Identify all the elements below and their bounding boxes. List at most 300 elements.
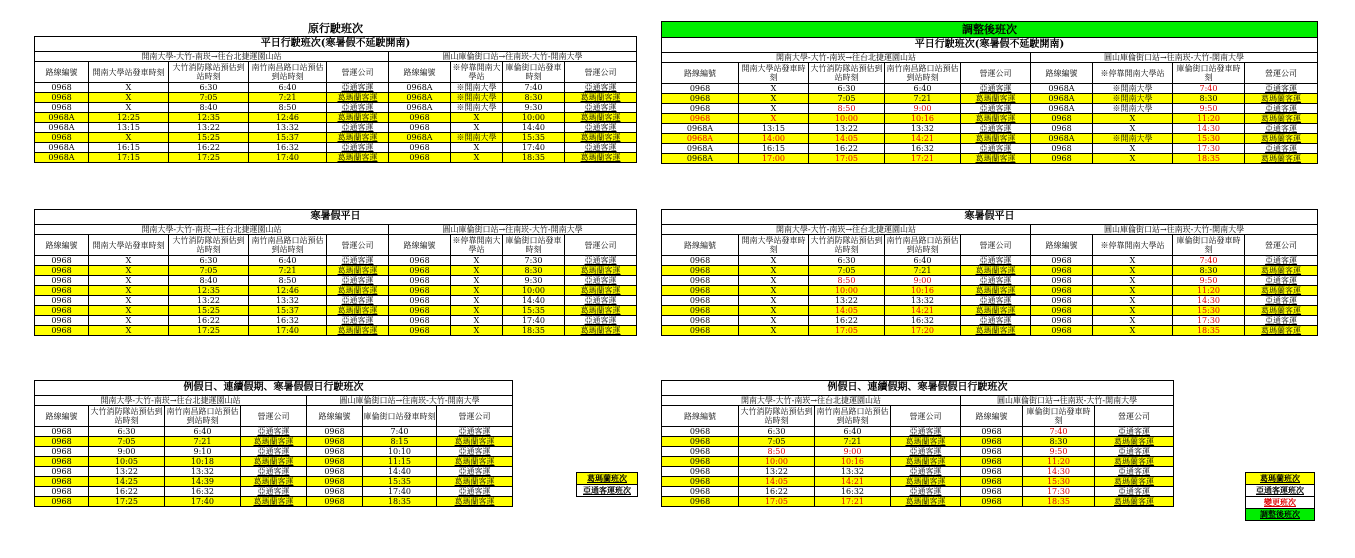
table-row — [662, 296, 1318, 306]
cell-r: 0968 — [662, 84, 739, 94]
cell-r: 0968 — [662, 326, 739, 336]
cell-f: X — [451, 113, 503, 123]
cell-e: 0968 — [389, 316, 451, 326]
cell-r: 0968 — [35, 103, 89, 113]
legend-kamalan: 葛瑪蘭班次 — [1246, 473, 1315, 485]
cell-h: 亞通客運 — [1095, 467, 1174, 477]
cell-d: 葛瑪蘭客運 — [241, 477, 307, 487]
cell-f: X — [1093, 124, 1173, 134]
cell-b: 6:30 — [809, 84, 885, 94]
table-row — [662, 256, 1318, 266]
table-row — [662, 114, 1318, 124]
cell-h: 亞通客運 — [1095, 487, 1174, 497]
table-row — [662, 326, 1318, 336]
cell-b: 7:05 — [89, 437, 165, 447]
table-row — [35, 316, 637, 326]
adjusted-title: 調整後班次 — [662, 22, 1318, 38]
hdr-kn-dep: 開南大學站發車時刻 — [739, 235, 809, 256]
table-row — [662, 437, 1174, 447]
cell-g: 9:50 — [1173, 276, 1245, 286]
hdr-fire: 大竹消防隊站預估到站時刻 — [810, 64, 883, 82]
cell-r: 0968A — [35, 113, 89, 123]
cell-b: 10:05 — [89, 457, 165, 467]
cell-g: 18:35 — [503, 326, 565, 336]
weekday-title: 平日行駛班次(寒暑假不延駛開南) — [662, 38, 1318, 53]
cell-e: 0968 — [1031, 326, 1093, 336]
table-row — [662, 306, 1318, 316]
cell-d: 葛瑪蘭客運 — [891, 457, 961, 467]
cell-c: 7:21 — [885, 266, 961, 276]
table-row — [662, 457, 1174, 467]
cell-g: 10:00 — [503, 286, 565, 296]
cell-c: 17:21 — [815, 497, 891, 507]
cell-d: 葛瑪蘭客運 — [961, 134, 1031, 144]
cell-c: 10:18 — [165, 457, 241, 467]
table-row — [35, 427, 513, 437]
cell-a: X — [739, 256, 809, 266]
hdr-stop: ※停靠開南大學站 — [452, 63, 501, 81]
cell-r: 0968 — [662, 477, 739, 487]
hdr-kl-dep: 庫倫街口站發車時刻 — [503, 62, 565, 83]
table-row — [35, 326, 637, 336]
cell-h: 葛瑪蘭客運 — [1245, 114, 1318, 124]
cell-d: 葛瑪蘭客運 — [961, 94, 1031, 104]
table-row — [662, 286, 1318, 296]
cell-d: 亞通客運 — [961, 276, 1031, 286]
cell-r: 0968 — [35, 487, 89, 497]
cell-e: 0968 — [307, 467, 363, 477]
cell-h: 亞通客運 — [1245, 256, 1318, 266]
cell-d: 亞通客運 — [891, 467, 961, 477]
cell-r: 0968A — [662, 124, 739, 134]
table-row — [35, 487, 513, 497]
cell-d: 葛瑪蘭客運 — [891, 477, 961, 487]
hdr-kn-dep: 開南大學站發車時刻 — [89, 235, 169, 256]
cell-f: X — [451, 326, 503, 336]
cell-r: 0968 — [35, 467, 89, 477]
cell-e: 0968 — [389, 326, 451, 336]
cell-g: 7:30 — [503, 256, 565, 266]
cell-h: 亞通客運 — [437, 467, 513, 477]
cell-g: 7:40 — [503, 83, 565, 93]
cell-a: X — [739, 286, 809, 296]
cell-h: 亞通客運 — [565, 103, 637, 113]
inbound-direction: 圓山庫倫街口站→往南崁-大竹-開南大學 — [1031, 53, 1318, 63]
hdr-company: 營運公司 — [565, 235, 637, 256]
cell-f: X — [451, 266, 503, 276]
table-row — [35, 296, 637, 306]
cell-b: 14:25 — [89, 477, 165, 487]
cell-g: 17:40 — [503, 143, 565, 153]
cell-r: 0968A — [35, 123, 89, 133]
cell-h: 葛瑪蘭客運 — [1245, 306, 1318, 316]
cell-c: 8:50 — [249, 276, 327, 286]
cell-g: 17:30 — [1173, 316, 1245, 326]
cell-r: 0968 — [35, 306, 89, 316]
cell-e: 0968 — [961, 477, 1023, 487]
table-row — [662, 104, 1318, 114]
cell-g: 18:35 — [1173, 326, 1245, 336]
legend-changed: 變更班次 — [1246, 497, 1315, 509]
cell-r: 0968A — [662, 134, 739, 144]
cell-a: X — [89, 276, 169, 286]
cell-b: 8:50 — [739, 447, 815, 457]
outbound-direction: 開南大學-大竹-南崁→往台北捷運園山站 — [35, 52, 389, 62]
original-title: 原行駛班次 — [35, 21, 637, 37]
cell-r: 0968A — [35, 153, 89, 163]
table-row — [35, 437, 513, 447]
cell-g: 10:00 — [503, 113, 565, 123]
hdr-route: 路線編號 — [662, 235, 739, 256]
hdr-stop: ※停靠開南大學站 — [1093, 63, 1173, 84]
cell-c: 16:32 — [885, 316, 961, 326]
cell-e: 0968 — [307, 437, 363, 447]
cell-f: X — [1093, 266, 1173, 276]
cell-g: 9:30 — [503, 276, 565, 286]
hdr-route: 路線編號 — [1031, 63, 1093, 84]
cell-g: 11:15 — [363, 457, 437, 467]
cell-r: 0968 — [35, 83, 89, 93]
cell-e: 0968 — [389, 296, 451, 306]
cell-h: 葛瑪蘭客運 — [1095, 477, 1174, 487]
cell-d: 亞通客運 — [891, 447, 961, 457]
hdr-company: 營運公司 — [961, 235, 1031, 256]
cell-a: X — [739, 326, 809, 336]
cell-f: X — [1093, 286, 1173, 296]
cell-g: 8:30 — [1173, 266, 1245, 276]
cell-d: 葛瑪蘭客運 — [241, 457, 307, 467]
cell-a: X — [89, 133, 169, 143]
cell-c: 6:40 — [885, 84, 961, 94]
cell-b: 14:05 — [739, 477, 815, 487]
table-row — [35, 133, 637, 143]
cell-b: 13:22 — [89, 467, 165, 477]
cell-d: 亞通客運 — [241, 427, 307, 437]
cell-h: 葛瑪蘭客運 — [1245, 266, 1318, 276]
cell-r: 0968 — [662, 447, 739, 457]
cell-b: 16:22 — [169, 143, 249, 153]
cell-g: 7:40 — [1023, 427, 1095, 437]
cell-g: 9:50 — [1023, 447, 1095, 457]
hdr-kl-dep: 庫倫街口站發車時刻 — [363, 406, 437, 427]
hdr-fire: 大竹消防隊站預估到站時刻 — [169, 62, 249, 83]
cell-b: 8:50 — [809, 276, 885, 286]
cell-b: 13:22 — [169, 123, 249, 133]
cell-a: 17:00 — [739, 154, 809, 164]
hdr-route: 路線編號 — [961, 406, 1023, 427]
cell-r: 0968 — [662, 296, 739, 306]
cell-g: 18:35 — [1023, 497, 1095, 507]
hdr-route: 路線編號 — [389, 62, 451, 83]
cell-c: 10:16 — [815, 457, 891, 467]
hdr-route: 路線編號 — [389, 235, 451, 256]
cell-h: 亞通客運 — [437, 427, 513, 437]
cell-a: 16:15 — [739, 144, 809, 154]
cell-c: 15:37 — [249, 133, 327, 143]
cell-f: X — [451, 153, 503, 163]
cell-d: 葛瑪蘭客運 — [961, 154, 1031, 164]
cell-h: 葛瑪蘭客運 — [565, 93, 637, 103]
hdr-company: 營運公司 — [1095, 406, 1174, 427]
cell-a: X — [739, 296, 809, 306]
hdr-nk: 南竹南昌路口站預估到站時刻 — [249, 235, 327, 256]
cell-g: 8:30 — [503, 93, 565, 103]
cell-d: 葛瑪蘭客運 — [241, 437, 307, 447]
cell-c: 13:32 — [249, 123, 327, 133]
cell-d: 葛瑪蘭客運 — [961, 266, 1031, 276]
cell-c: 13:32 — [165, 467, 241, 477]
cell-h: 亞通客運 — [1095, 447, 1174, 457]
cell-b: 6:30 — [739, 427, 815, 437]
table-row — [662, 276, 1318, 286]
cell-e: 0968A — [389, 103, 451, 113]
cell-b: 13:22 — [809, 296, 885, 306]
cell-f: ※開南大學 — [1093, 134, 1173, 144]
cell-r: 0968 — [662, 497, 739, 507]
cell-r: 0968 — [662, 457, 739, 467]
table-row — [35, 153, 637, 163]
cell-b: 16:22 — [89, 487, 165, 497]
cell-b: 17:05 — [809, 154, 885, 164]
cell-c: 14:39 — [165, 477, 241, 487]
cell-g: 11:20 — [1173, 286, 1245, 296]
cell-r: 0968 — [35, 256, 89, 266]
inbound-direction: 圓山庫倫街口站→往南崁-大竹-開南大學 — [389, 52, 637, 62]
cell-d: 葛瑪蘭客運 — [961, 306, 1031, 316]
cell-r: 0968 — [35, 286, 89, 296]
cell-r: 0968 — [35, 276, 89, 286]
cell-g: 7:40 — [1173, 84, 1245, 94]
hdr-fire: 大竹消防隊站預估到站時刻 — [90, 407, 163, 425]
cell-h: 葛瑪蘭客運 — [1245, 326, 1318, 336]
original-weekday-block — [34, 21, 637, 163]
cell-e: 0968A — [389, 83, 451, 93]
cell-d: 亞通客運 — [241, 487, 307, 497]
cell-e: 0968 — [389, 276, 451, 286]
cell-d: 亞通客運 — [327, 256, 389, 266]
table-row — [35, 477, 513, 487]
cell-e: 0968 — [1031, 276, 1093, 286]
cell-c: 7:21 — [249, 266, 327, 276]
cell-r: 0968 — [662, 114, 739, 124]
cell-c: 9:00 — [885, 276, 961, 286]
cell-a: X — [89, 266, 169, 276]
cell-e: 0968A — [389, 133, 451, 143]
cell-r: 0968 — [35, 326, 89, 336]
cell-e: 0968 — [961, 447, 1023, 457]
cell-a: 13:15 — [89, 123, 169, 133]
cell-g: 17:30 — [1023, 487, 1095, 497]
cell-c: 14:21 — [815, 477, 891, 487]
cell-d: 葛瑪蘭客運 — [961, 114, 1031, 124]
cell-r: 0968 — [662, 306, 739, 316]
cell-e: 0968A — [1031, 134, 1093, 144]
cell-d: 亞通客運 — [327, 316, 389, 326]
cell-f: X — [1093, 316, 1173, 326]
cell-h: 亞通客運 — [1245, 144, 1318, 154]
cell-c: 13:32 — [885, 124, 961, 134]
cell-c: 14:21 — [885, 134, 961, 144]
cell-h: 葛瑪蘭客運 — [565, 113, 637, 123]
cell-c: 17:40 — [249, 153, 327, 163]
cell-e: 0968 — [961, 487, 1023, 497]
cell-d: 葛瑪蘭客運 — [961, 286, 1031, 296]
cell-h: 葛瑪蘭客運 — [565, 153, 637, 163]
cell-b: 13:22 — [809, 124, 885, 134]
cell-h: 葛瑪蘭客運 — [437, 457, 513, 467]
cell-d: 亞通客運 — [961, 124, 1031, 134]
table-row — [662, 124, 1318, 134]
cell-d: 亞通客運 — [241, 447, 307, 457]
table-row — [662, 427, 1174, 437]
cell-e: 0968 — [961, 457, 1023, 467]
table-row — [662, 266, 1318, 276]
table-row — [662, 144, 1318, 154]
cell-b: 12:35 — [169, 286, 249, 296]
cell-r: 0968 — [35, 447, 89, 457]
hdr-fire: 大竹消防隊站預估到站時刻 — [740, 407, 813, 425]
cell-c: 10:16 — [885, 114, 961, 124]
cell-c: 9:00 — [885, 104, 961, 114]
hdr-company: 營運公司 — [1245, 63, 1318, 84]
cell-f: ※開南大學 — [1093, 84, 1173, 94]
cell-b: 15:25 — [169, 306, 249, 316]
cell-e: 0968 — [961, 437, 1023, 447]
cell-b: 16:22 — [809, 316, 885, 326]
adjusted-vacation-block — [661, 209, 1318, 336]
table-row — [35, 497, 513, 507]
cell-d: 葛瑪蘭客運 — [327, 153, 389, 163]
hdr-route: 路線編號 — [35, 62, 89, 83]
cell-b: 16:22 — [809, 144, 885, 154]
cell-d: 葛瑪蘭客運 — [241, 497, 307, 507]
cell-d: 葛瑪蘭客運 — [961, 326, 1031, 336]
cell-b: 16:22 — [169, 316, 249, 326]
cell-a: X — [89, 296, 169, 306]
cell-b: 10:00 — [739, 457, 815, 467]
cell-c: 7:21 — [165, 437, 241, 447]
cell-r: 0968 — [35, 93, 89, 103]
cell-r: 0968 — [35, 497, 89, 507]
cell-h: 葛瑪蘭客運 — [565, 266, 637, 276]
cell-c: 10:16 — [885, 286, 961, 296]
cell-c: 15:37 — [249, 306, 327, 316]
cell-e: 0968 — [961, 427, 1023, 437]
table-row — [662, 467, 1174, 477]
table-row — [662, 497, 1174, 507]
cell-e: 0968 — [1031, 296, 1093, 306]
cell-b: 17:25 — [169, 153, 249, 163]
cell-a: X — [89, 306, 169, 316]
holiday-title: 例假日、連續假期、寒暑假假日行駛班次 — [35, 381, 513, 396]
cell-g: 8:30 — [503, 266, 565, 276]
outbound-direction: 開南大學-大竹-南崁→往台北捷運園山站 — [662, 225, 1031, 235]
cell-e: 0968A — [389, 93, 451, 103]
cell-a: X — [739, 84, 809, 94]
cell-a: X — [739, 104, 809, 114]
cell-h: 亞通客運 — [565, 256, 637, 266]
hdr-fire: 大竹消防隊站預估到站時刻 — [810, 236, 883, 254]
cell-f: ※開南大學 — [451, 83, 503, 93]
cell-r: 0968 — [35, 477, 89, 487]
cell-b: 9:00 — [89, 447, 165, 457]
cell-a: X — [739, 266, 809, 276]
cell-c: 9:00 — [815, 447, 891, 457]
cell-a: X — [739, 316, 809, 326]
hdr-nk: 南竹南昌路口站預估到站時刻 — [886, 236, 959, 254]
cell-b: 7:05 — [169, 266, 249, 276]
hdr-company: 營運公司 — [565, 62, 637, 83]
cell-h: 葛瑪蘭客運 — [1245, 286, 1318, 296]
cell-g: 14:30 — [1023, 467, 1095, 477]
cell-b: 6:30 — [169, 83, 249, 93]
cell-h: 葛瑪蘭客運 — [1245, 94, 1318, 104]
cell-g: 15:35 — [503, 133, 565, 143]
cell-g: 8:30 — [1173, 94, 1245, 104]
cell-g: 18:35 — [503, 153, 565, 163]
cell-c: 17:40 — [249, 326, 327, 336]
cell-c: 17:40 — [165, 497, 241, 507]
cell-r: 0968 — [35, 296, 89, 306]
cell-d: 亞通客運 — [891, 487, 961, 497]
table-row — [662, 134, 1318, 144]
cell-a: X — [739, 94, 809, 104]
cell-h: 葛瑪蘭客運 — [437, 497, 513, 507]
cell-e: 0968 — [1031, 306, 1093, 316]
legend-adjusted: 調整後班次 — [1246, 509, 1315, 521]
cell-a: 12:25 — [89, 113, 169, 123]
cell-h: 亞通客運 — [1245, 104, 1318, 114]
hdr-kn-dep: 開南大學站發車時刻 — [739, 63, 809, 84]
cell-h: 葛瑪蘭客運 — [437, 437, 513, 447]
cell-c: 13:32 — [249, 296, 327, 306]
cell-h: 亞通客運 — [1245, 84, 1318, 94]
cell-h: 亞通客運 — [437, 447, 513, 457]
cell-f: ※開南大學 — [451, 93, 503, 103]
cell-e: 0968 — [1031, 154, 1093, 164]
cell-a: X — [739, 276, 809, 286]
hdr-kn-dep: 開南大學站發車時刻 — [89, 62, 169, 83]
hdr-company: 營運公司 — [241, 406, 307, 427]
cell-g: 15:30 — [1023, 477, 1095, 487]
cell-e: 0968A — [1031, 84, 1093, 94]
hdr-company: 營運公司 — [327, 62, 389, 83]
cell-a: X — [89, 103, 169, 113]
legend-kamalan: 葛瑪蘭班次 — [577, 473, 638, 485]
table-row — [35, 143, 637, 153]
table-row — [35, 276, 637, 286]
cell-e: 0968 — [307, 427, 363, 437]
legend-yatong: 亞通客運班次 — [1246, 485, 1315, 497]
cell-h: 亞通客運 — [565, 143, 637, 153]
cell-e: 0968 — [389, 123, 451, 133]
hdr-company: 營運公司 — [961, 63, 1031, 84]
cell-d: 亞通客運 — [327, 123, 389, 133]
cell-g: 18:35 — [363, 497, 437, 507]
cell-d: 葛瑪蘭客運 — [327, 93, 389, 103]
cell-d: 亞通客運 — [961, 316, 1031, 326]
cell-a: X — [89, 93, 169, 103]
cell-f: X — [1093, 276, 1173, 286]
cell-h: 亞通客運 — [1245, 276, 1318, 286]
cell-g: 9:30 — [503, 103, 565, 113]
outbound-direction: 開南大學-大竹-南崁→往台北捷運園山站 — [662, 53, 1031, 63]
cell-r: 0968 — [662, 437, 739, 447]
cell-g: 8:15 — [363, 437, 437, 447]
cell-a: X — [89, 316, 169, 326]
adjusted-weekday-block — [661, 21, 1318, 164]
cell-r: 0968 — [35, 427, 89, 437]
